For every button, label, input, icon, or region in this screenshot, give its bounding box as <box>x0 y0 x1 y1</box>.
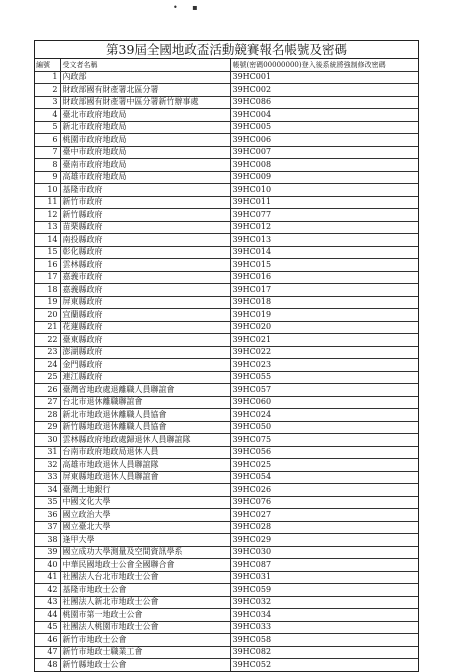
row-recipient-name: 新竹縣地政士公會 <box>60 659 230 671</box>
row-recipient-name: 新北市地政退休離職人員協會 <box>60 409 230 422</box>
row-recipient-name: 高雄市政府地政局 <box>60 171 230 184</box>
row-recipient-name: 宜蘭縣政府 <box>60 309 230 322</box>
table-row <box>35 134 418 147</box>
table-row <box>35 296 418 309</box>
row-number: 24 <box>35 359 60 372</box>
row-recipient-name: 屏東縣地政退休人員聯誼會 <box>60 471 230 484</box>
table-row <box>35 446 418 459</box>
row-account: 39HC021 <box>230 334 418 347</box>
row-account: 39HC019 <box>230 309 418 322</box>
row-number: 35 <box>35 496 60 509</box>
row-number: 4 <box>35 109 60 122</box>
row-number: 3 <box>35 96 60 109</box>
header-no: 編號 <box>35 59 60 71</box>
row-number: 42 <box>35 584 60 597</box>
row-recipient-name: 社團法人台北市地政士公會 <box>60 571 230 584</box>
row-number: 9 <box>35 171 60 184</box>
row-account: 39HC058 <box>230 634 418 647</box>
table-row <box>35 659 418 671</box>
row-number: 32 <box>35 459 60 472</box>
row-account: 39HC030 <box>230 546 418 559</box>
row-number: 16 <box>35 259 60 272</box>
row-number: 37 <box>35 521 60 534</box>
row-account: 39HC032 <box>230 596 418 609</box>
row-account: 39HC014 <box>230 246 418 259</box>
row-number: 14 <box>35 234 60 247</box>
table-row <box>35 121 418 134</box>
table-row <box>35 259 418 272</box>
table-row <box>35 234 418 247</box>
table-row <box>35 434 418 447</box>
row-account: 39HC001 <box>230 71 418 84</box>
row-account: 39HC018 <box>230 296 418 309</box>
row-account: 39HC017 <box>230 284 418 297</box>
row-account: 39HC060 <box>230 396 418 409</box>
table-row <box>35 509 418 522</box>
row-account: 39HC002 <box>230 84 418 97</box>
row-recipient-name: 中華民國地政士公會全國聯合會 <box>60 559 230 572</box>
row-recipient-name: 臺南市政府地政局 <box>60 159 230 172</box>
row-number: 8 <box>35 159 60 172</box>
row-account: 39HC077 <box>230 209 418 222</box>
table-row <box>35 409 418 422</box>
row-account: 39HC023 <box>230 359 418 372</box>
row-number: 21 <box>35 321 60 334</box>
row-account: 39HC006 <box>230 134 418 147</box>
row-account: 39HC008 <box>230 159 418 172</box>
row-number: 41 <box>35 571 60 584</box>
row-recipient-name: 臺灣省地政處退離職人員聯誼會 <box>60 384 230 397</box>
row-recipient-name: 台南市政府地政局退休人員 <box>60 446 230 459</box>
table-row <box>35 334 418 347</box>
row-recipient-name: 新竹縣政府 <box>60 209 230 222</box>
row-number: 25 <box>35 371 60 384</box>
row-account: 39HC016 <box>230 271 418 284</box>
table-row <box>35 221 418 234</box>
header-account: 帳號(密碼00000000)登入後系統將強制修改密碼 <box>230 59 418 71</box>
row-number: 12 <box>35 209 60 222</box>
table-row <box>35 484 418 497</box>
row-account: 39HC055 <box>230 371 418 384</box>
table-row <box>35 596 418 609</box>
table-row <box>35 209 418 222</box>
row-number: 20 <box>35 309 60 322</box>
row-recipient-name: 台北市退休離職聯誼會 <box>60 396 230 409</box>
row-account: 39HC082 <box>230 646 418 659</box>
page-title: 第39屆全國地政盃活動競賽報名帳號及密碼 <box>35 41 418 59</box>
table-row <box>35 384 418 397</box>
table-row <box>35 621 418 634</box>
table-row <box>35 71 418 84</box>
row-account: 39HC007 <box>230 146 418 159</box>
row-account: 39HC076 <box>230 496 418 509</box>
row-account: 39HC004 <box>230 109 418 122</box>
row-account: 39HC059 <box>230 584 418 597</box>
row-recipient-name: 臺東縣政府 <box>60 334 230 347</box>
row-account: 39HC024 <box>230 409 418 422</box>
row-account: 39HC075 <box>230 434 418 447</box>
table-row <box>35 109 418 122</box>
row-recipient-name: 彰化縣政府 <box>60 246 230 259</box>
table-row <box>35 496 418 509</box>
table-row <box>35 346 418 359</box>
row-account: 39HC028 <box>230 521 418 534</box>
row-account: 39HC034 <box>230 609 418 622</box>
row-recipient-name: 雲林縣政府地政處歸退休人員聯誼隊 <box>60 434 230 447</box>
table-row <box>35 521 418 534</box>
table-row <box>35 646 418 659</box>
table-row <box>35 271 418 284</box>
row-number: 5 <box>35 121 60 134</box>
table-row <box>35 321 418 334</box>
row-recipient-name: 國立政治大學 <box>60 509 230 522</box>
row-recipient-name: 國立成功大學測量及空間資訊學系 <box>60 546 230 559</box>
row-recipient-name: 基隆市地政士公會 <box>60 584 230 597</box>
table-row <box>35 459 418 472</box>
table-row <box>35 84 418 97</box>
row-recipient-name: 南投縣政府 <box>60 234 230 247</box>
row-account: 39HC005 <box>230 121 418 134</box>
row-account: 39HC087 <box>230 559 418 572</box>
row-recipient-name: 高雄市地政退休人員聯誼隊 <box>60 459 230 472</box>
row-number: 2 <box>35 84 60 97</box>
row-number: 11 <box>35 196 60 209</box>
table-row <box>35 284 418 297</box>
row-number: 47 <box>35 646 60 659</box>
row-number: 15 <box>35 246 60 259</box>
row-account: 39HC057 <box>230 384 418 397</box>
row-recipient-name: 桃園市政府地政局 <box>60 134 230 147</box>
row-recipient-name: 桃園市第一地政士公會 <box>60 609 230 622</box>
row-recipient-name: 新北市政府地政局 <box>60 121 230 134</box>
table-row <box>35 359 418 372</box>
table-row <box>35 571 418 584</box>
row-account: 39HC086 <box>230 96 418 109</box>
row-account: 39HC033 <box>230 621 418 634</box>
row-account: 39HC012 <box>230 221 418 234</box>
table-row <box>35 171 418 184</box>
row-recipient-name: 嘉義縣政府 <box>60 284 230 297</box>
row-recipient-name: 臺中市政府地政局 <box>60 146 230 159</box>
table-row <box>35 609 418 622</box>
row-recipient-name: 社團法人桃園市地政士公會 <box>60 621 230 634</box>
row-recipient-name: 國立臺北大學 <box>60 521 230 534</box>
account-table <box>35 59 418 671</box>
table-row <box>35 96 418 109</box>
row-recipient-name: 臺北市政府地政局 <box>60 109 230 122</box>
row-number: 36 <box>35 509 60 522</box>
table-row <box>35 534 418 547</box>
row-recipient-name: 中國文化大學 <box>60 496 230 509</box>
table-row <box>35 559 418 572</box>
row-account: 39HC015 <box>230 259 418 272</box>
row-recipient-name: 臺灣土地銀行 <box>60 484 230 497</box>
row-number: 46 <box>35 634 60 647</box>
row-account: 39HC054 <box>230 471 418 484</box>
row-recipient-name: 新竹市地政士公會 <box>60 634 230 647</box>
row-number: 34 <box>35 484 60 497</box>
row-number: 33 <box>35 471 60 484</box>
table-row <box>35 146 418 159</box>
row-number: 6 <box>35 134 60 147</box>
row-number: 26 <box>35 384 60 397</box>
row-recipient-name: 嘉義市政府 <box>60 271 230 284</box>
row-number: 10 <box>35 184 60 197</box>
row-number: 23 <box>35 346 60 359</box>
row-recipient-name: 雲林縣政府 <box>60 259 230 272</box>
row-recipient-name: 新竹市政府 <box>60 196 230 209</box>
table-row <box>35 196 418 209</box>
row-recipient-name: 內政部 <box>60 71 230 84</box>
row-account: 39HC027 <box>230 509 418 522</box>
row-recipient-name: 苗栗縣政府 <box>60 221 230 234</box>
row-account: 39HC052 <box>230 659 418 671</box>
row-number: 43 <box>35 596 60 609</box>
row-number: 18 <box>35 284 60 297</box>
row-number: 48 <box>35 659 60 671</box>
row-number: 22 <box>35 334 60 347</box>
table-row <box>35 584 418 597</box>
row-number: 1 <box>35 71 60 84</box>
row-number: 40 <box>35 559 60 572</box>
row-account: 39HC025 <box>230 459 418 472</box>
row-account: 39HC011 <box>230 196 418 209</box>
row-recipient-name: 財政部國有財產署北區分署 <box>60 84 230 97</box>
row-recipient-name: 花蓮縣政府 <box>60 321 230 334</box>
row-account: 39HC031 <box>230 571 418 584</box>
row-recipient-name: 澎湖縣政府 <box>60 346 230 359</box>
table-row <box>35 471 418 484</box>
registration-sheet <box>34 40 419 672</box>
row-number: 27 <box>35 396 60 409</box>
table-row <box>35 159 418 172</box>
row-recipient-name: 財政部國有財產署中區分署新竹辦事處 <box>60 96 230 109</box>
row-number: 19 <box>35 296 60 309</box>
row-number: 31 <box>35 446 60 459</box>
header-name: 受文者名稱 <box>60 59 230 71</box>
row-account: 39HC009 <box>230 171 418 184</box>
row-recipient-name: 連江縣政府 <box>60 371 230 384</box>
table-row <box>35 546 418 559</box>
scan-marks: • ▪ <box>173 3 204 12</box>
row-number: 44 <box>35 609 60 622</box>
row-number: 7 <box>35 146 60 159</box>
row-recipient-name: 新竹市地政士職業工會 <box>60 646 230 659</box>
row-number: 45 <box>35 621 60 634</box>
row-number: 13 <box>35 221 60 234</box>
row-number: 29 <box>35 421 60 434</box>
row-recipient-name: 基隆市政府 <box>60 184 230 197</box>
row-account: 39HC050 <box>230 421 418 434</box>
table-header-row <box>35 59 418 71</box>
row-account: 39HC022 <box>230 346 418 359</box>
row-number: 30 <box>35 434 60 447</box>
row-number: 17 <box>35 271 60 284</box>
row-account: 39HC026 <box>230 484 418 497</box>
row-recipient-name: 屏東縣政府 <box>60 296 230 309</box>
row-account: 39HC013 <box>230 234 418 247</box>
row-account: 39HC029 <box>230 534 418 547</box>
row-recipient-name: 逢甲大學 <box>60 534 230 547</box>
row-number: 38 <box>35 534 60 547</box>
row-number: 28 <box>35 409 60 422</box>
row-account: 39HC010 <box>230 184 418 197</box>
row-recipient-name: 金門縣政府 <box>60 359 230 372</box>
table-row <box>35 309 418 322</box>
row-recipient-name: 新竹縣地政退休離職人員協會 <box>60 421 230 434</box>
table-row <box>35 396 418 409</box>
row-account: 39HC056 <box>230 446 418 459</box>
table-row <box>35 184 418 197</box>
row-account: 39HC020 <box>230 321 418 334</box>
table-row <box>35 371 418 384</box>
table-row <box>35 421 418 434</box>
row-recipient-name: 社團法人新北市地政士公會 <box>60 596 230 609</box>
table-row <box>35 246 418 259</box>
row-number: 39 <box>35 546 60 559</box>
